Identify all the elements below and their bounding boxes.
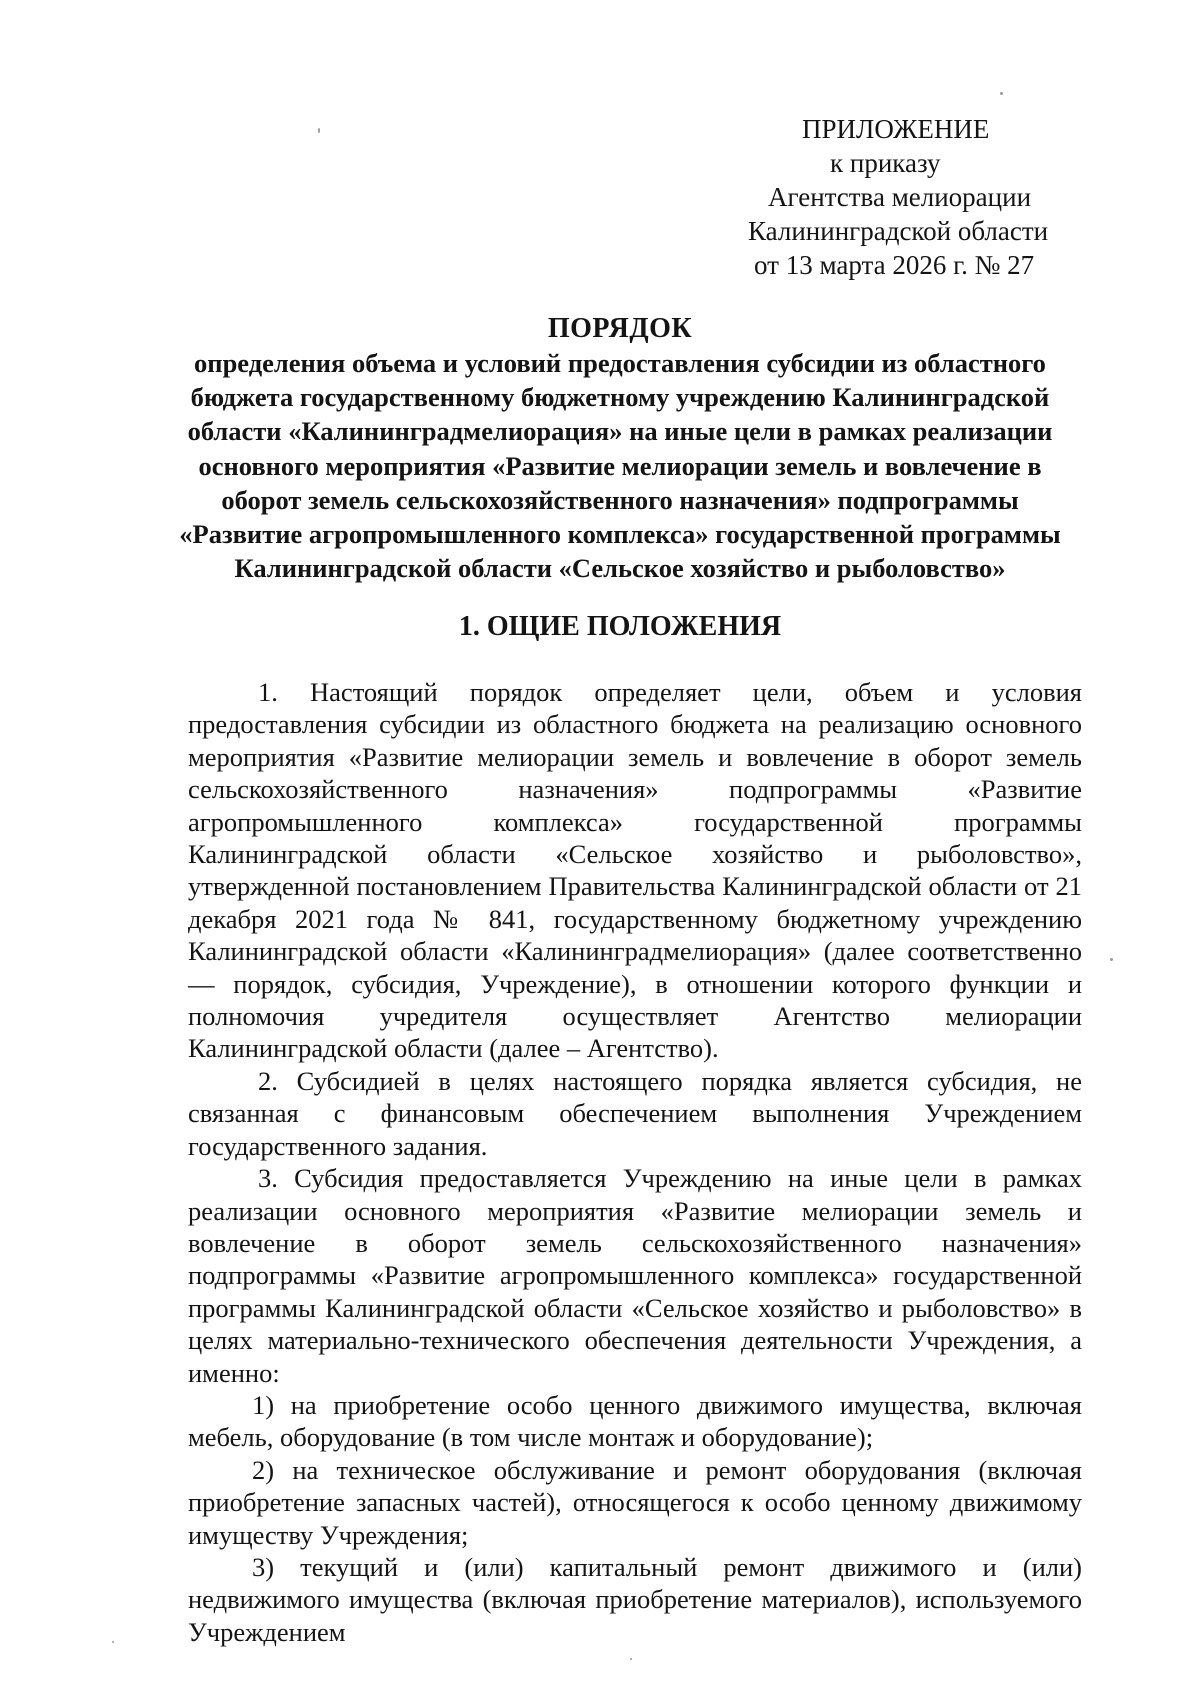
list-item-2: 2) на техническое обслуживание и ремонт оборудования (включая приобретение запасных частей), относящегося к особо ценному движимому имуществу Учреждения; (188, 1454, 1082, 1550)
body-text (188, 676, 1082, 1648)
appendix-agency: Агентства мелиорации (768, 182, 1032, 212)
scan-speck (1110, 958, 1113, 961)
paragraph-1: 1. Настоящий порядок определяет цели, объем и условия предоставления субсидии из областного бюджета на реализацию основного мероприятия «Развитие мелиорации земель и вовлечение в оборот земель сельскохозяйственного назначения» подпрограммы «Развитие агропромышленного комплекса» государственной программы Калининградской области «Сельское хозяйство и рыболовство», утвержденной постановлением Правительства Калининградской области от 21 декабря 2021 года № 841, государственному бюджетному учреждению Калининградской области «Калининградмелиорация» (далее соответственно — порядок, субсидия, Учреждение), в отношении которого функции и полномочия учредителя осуществляет Агентство мелиорации Калининградской области (далее – Агентство). (188, 677, 1082, 1064)
document-title: ПОРЯДОК (547, 313, 693, 344)
appendix-date-number: от 13 марта 2026 г. № 27 (754, 250, 1035, 280)
title-block (160, 312, 1080, 585)
document-subtitle: определения объема и условий предоставления субсидии из областного бюджета государственному бюджетному учреждению Калининградской области «Калининградмелиорация» на иные цели в рамках реализации основного мероприятия «Развитие мелиорации земель и вовлечение в оборот земель сельскохозяйственного назначения» подпрограммы «Развитие агропромышленного комплекса» государственной программы Калининградской области «Сельское хозяйство и рыболовство» (179, 348, 1061, 584)
paragraph-3: 3. Субсидия предоставляется Учреждению на иные цели в рамках реализации основного мероприятия «Развитие мелиорации земель и вовлечение в оборот земель сельскохозяйственного назначения» подпрограммы «Развитие агропромышленного комплекса» государственной программы Калининградской области «Сельское хозяйство и рыболовство» в целях материально-технического обеспечения деятельности Учреждения, а именно: (188, 1163, 1082, 1388)
scan-speck (630, 1658, 632, 1660)
appendix-label: ПРИЛОЖЕНИЕ (802, 114, 990, 144)
scan-speck (112, 1641, 114, 1643)
list-item-1: 1) на приобретение особо ценного движимого имущества, включая мебель, оборудование (в том числе монтаж и оборудование); (188, 1389, 1082, 1453)
list-item-3: 3) текущий и (или) капитальный ремонт движимого и (или) недвижимого имущества (включая приобретение материалов), используемого Учреждением (188, 1551, 1082, 1647)
scan-speck (1000, 92, 1003, 95)
appendix-block (748, 112, 1130, 282)
paragraph-2: 2. Субсидией в целях настоящего порядка является субсидия, не связанная с финансовым обеспечением выполнения Учреждением государственного задания. (188, 1065, 1082, 1161)
appendix-region: Калининградской области (748, 216, 1049, 246)
section-heading: 1. ОЩИЕ ПОЛОЖЕНИЯ (458, 611, 782, 642)
appendix-order-ref: к приказу (830, 148, 941, 178)
scan-speck (318, 128, 320, 133)
